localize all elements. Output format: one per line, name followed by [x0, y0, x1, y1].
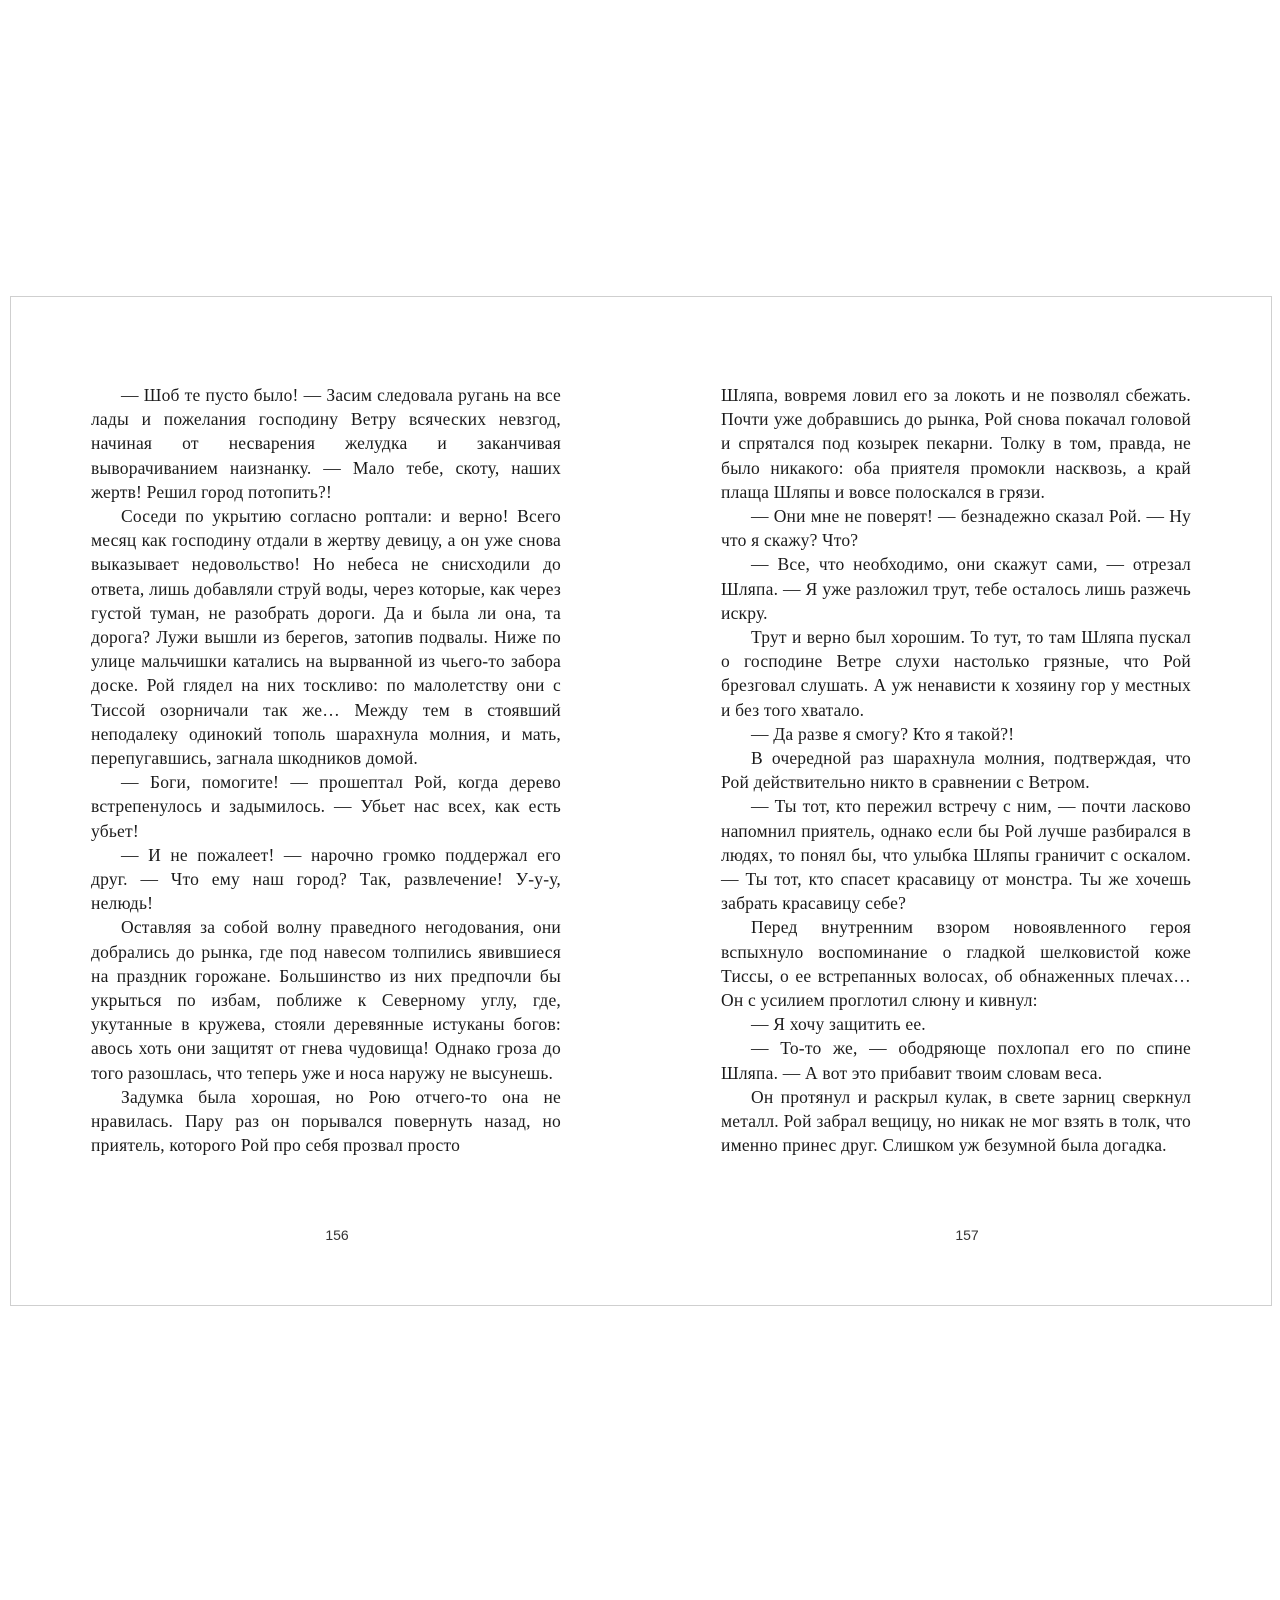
paragraph: — Ты тот, кто пережил встречу с ним, — почти ласково напомнил приятель, однако если бы Рой лучше разбирался в людях, то понял бы, что улыбка Шляпы граничит с оскалом. — Ты тот, кто спасет красавицу от монстра. Ты же хочешь забрать красавицу себе?	[721, 796, 1191, 914]
paragraph: — То-то же, — ободряюще похлопал его по спине Шляпа. — А вот это прибавит твоим словам веса.	[721, 1038, 1191, 1083]
paragraph: Оставляя за собой волну праведного негодования, они добрались до рынка, где под навесом толпились явившиеся на праздник горожане. Большинство из них предпочли бы укрыться по избам, поближе к Северному углу, где, укутанные в кружева, стояли деревянные истуканы богов: авось хоть они защитят от гнева чудовища! Однако гроза до того разошлась, что теперь уже и носа наружу не высунешь.	[91, 917, 561, 1083]
left-page	[91, 383, 561, 1158]
paragraph: — Боги, помогите! — прошептал Рой, когда дерево встрепенулось и задымилось. — Убьет нас всех, как есть убьет!	[91, 772, 561, 841]
left-page-text	[91, 383, 561, 1158]
book-spread	[10, 296, 1272, 1306]
paragraph: Он протянул и раскрыл кулак, в свете зарниц сверкнул металл. Рой забрал вещицу, но никак не мог взять в толк, что именно принес друг. Слишком уж безумной была догадка.	[721, 1086, 1191, 1156]
page-number-right: 157	[955, 1227, 979, 1243]
paragraph: Задумка была хорошая, но Рою отчего-то она не нравилась. Пару раз он порывался повернуть назад, но приятель, которого Рой про себя прозвал просто	[91, 1086, 561, 1156]
paragraph: Трут и верно был хорошим. То тут, то там Шляпа пускал о господине Ветре слухи настолько грязные, что Рой брезговал слушать. А уж ненависти к хозяину гор у местных и без того хватало.	[721, 627, 1191, 720]
paragraph-continuation: Шляпа, вовремя ловил его за локоть и не позволял сбежать. Почти уже добравшись до рынка, Рой снова покачал головой и спрятался под козырек пекарни. Толку в том, правда, не было никакого: оба приятеля промокли насквозь, а край плаща Шляпы и вовсе полоскался в грязи.	[721, 385, 1191, 502]
right-page-text	[721, 383, 1191, 1158]
paragraph: — Да разве я смогу? Кто я такой?!	[751, 723, 1015, 744]
right-page	[721, 383, 1191, 1158]
paragraph: — Я хочу защитить ее.	[751, 1014, 926, 1035]
paragraph: — Все, что необходимо, они скажут сами, — отрезал Шляпа. — Я уже разложил трут, тебе осталось лишь разжечь искру.	[721, 554, 1191, 623]
paragraph: — Шоб те пусто было! — Засим следовала ругань на все лады и пожелания господину Ветру всяческих невзгод, начиная от несварения желудка и заканчивая выворачиванием наизнанку. — Мало тебе, скоту, наших жертв! Решил город потопить?!	[91, 385, 561, 502]
paragraph: — Они мне не поверят! — безнадежно сказал Рой. — Ну что я скажу? Что?	[721, 506, 1191, 551]
paragraph: Перед внутренним взором новоявленного героя вспыхнуло воспоминание о гладкой шелковистой коже Тиссы, о ее встрепанных волосах, об обнаженных плечах… Он с усилием проглотил слюну и кивнул:	[721, 917, 1191, 1011]
paragraph: Соседи по укрытию согласно роптали: и верно! Всего месяц как господину отдали в жертву девицу, а он уже снова выказывает недовольство! Но небеса не снисходили до ответа, лишь добавляли струй воды, через которые, как через густой туман, не разобрать дороги. Да и была ли она, та дорога? Лужи вышли из берегов, затопив подвалы. Ниже по улице мальчишки катались на вырванной из чьего-то забора доске. Рой глядел на них тоскливо: по малолетству они с Тиссой озорничали так же… Между тем в стоявший неподалеку одинокий тополь шарахнула молния, и мать, перепугавшись, загнала шкодников домой.	[91, 506, 561, 769]
paragraph: — И не пожалеет! — нарочно громко поддержал его друг. — Что ему наш город? Так, развлечение! У-у-у, нелюдь!	[91, 844, 561, 914]
paragraph: В очередной раз шарахнула молния, подтверждая, что Рой действительно никто в сравнении с Ветром.	[721, 748, 1191, 793]
page-number-left: 156	[325, 1227, 349, 1243]
